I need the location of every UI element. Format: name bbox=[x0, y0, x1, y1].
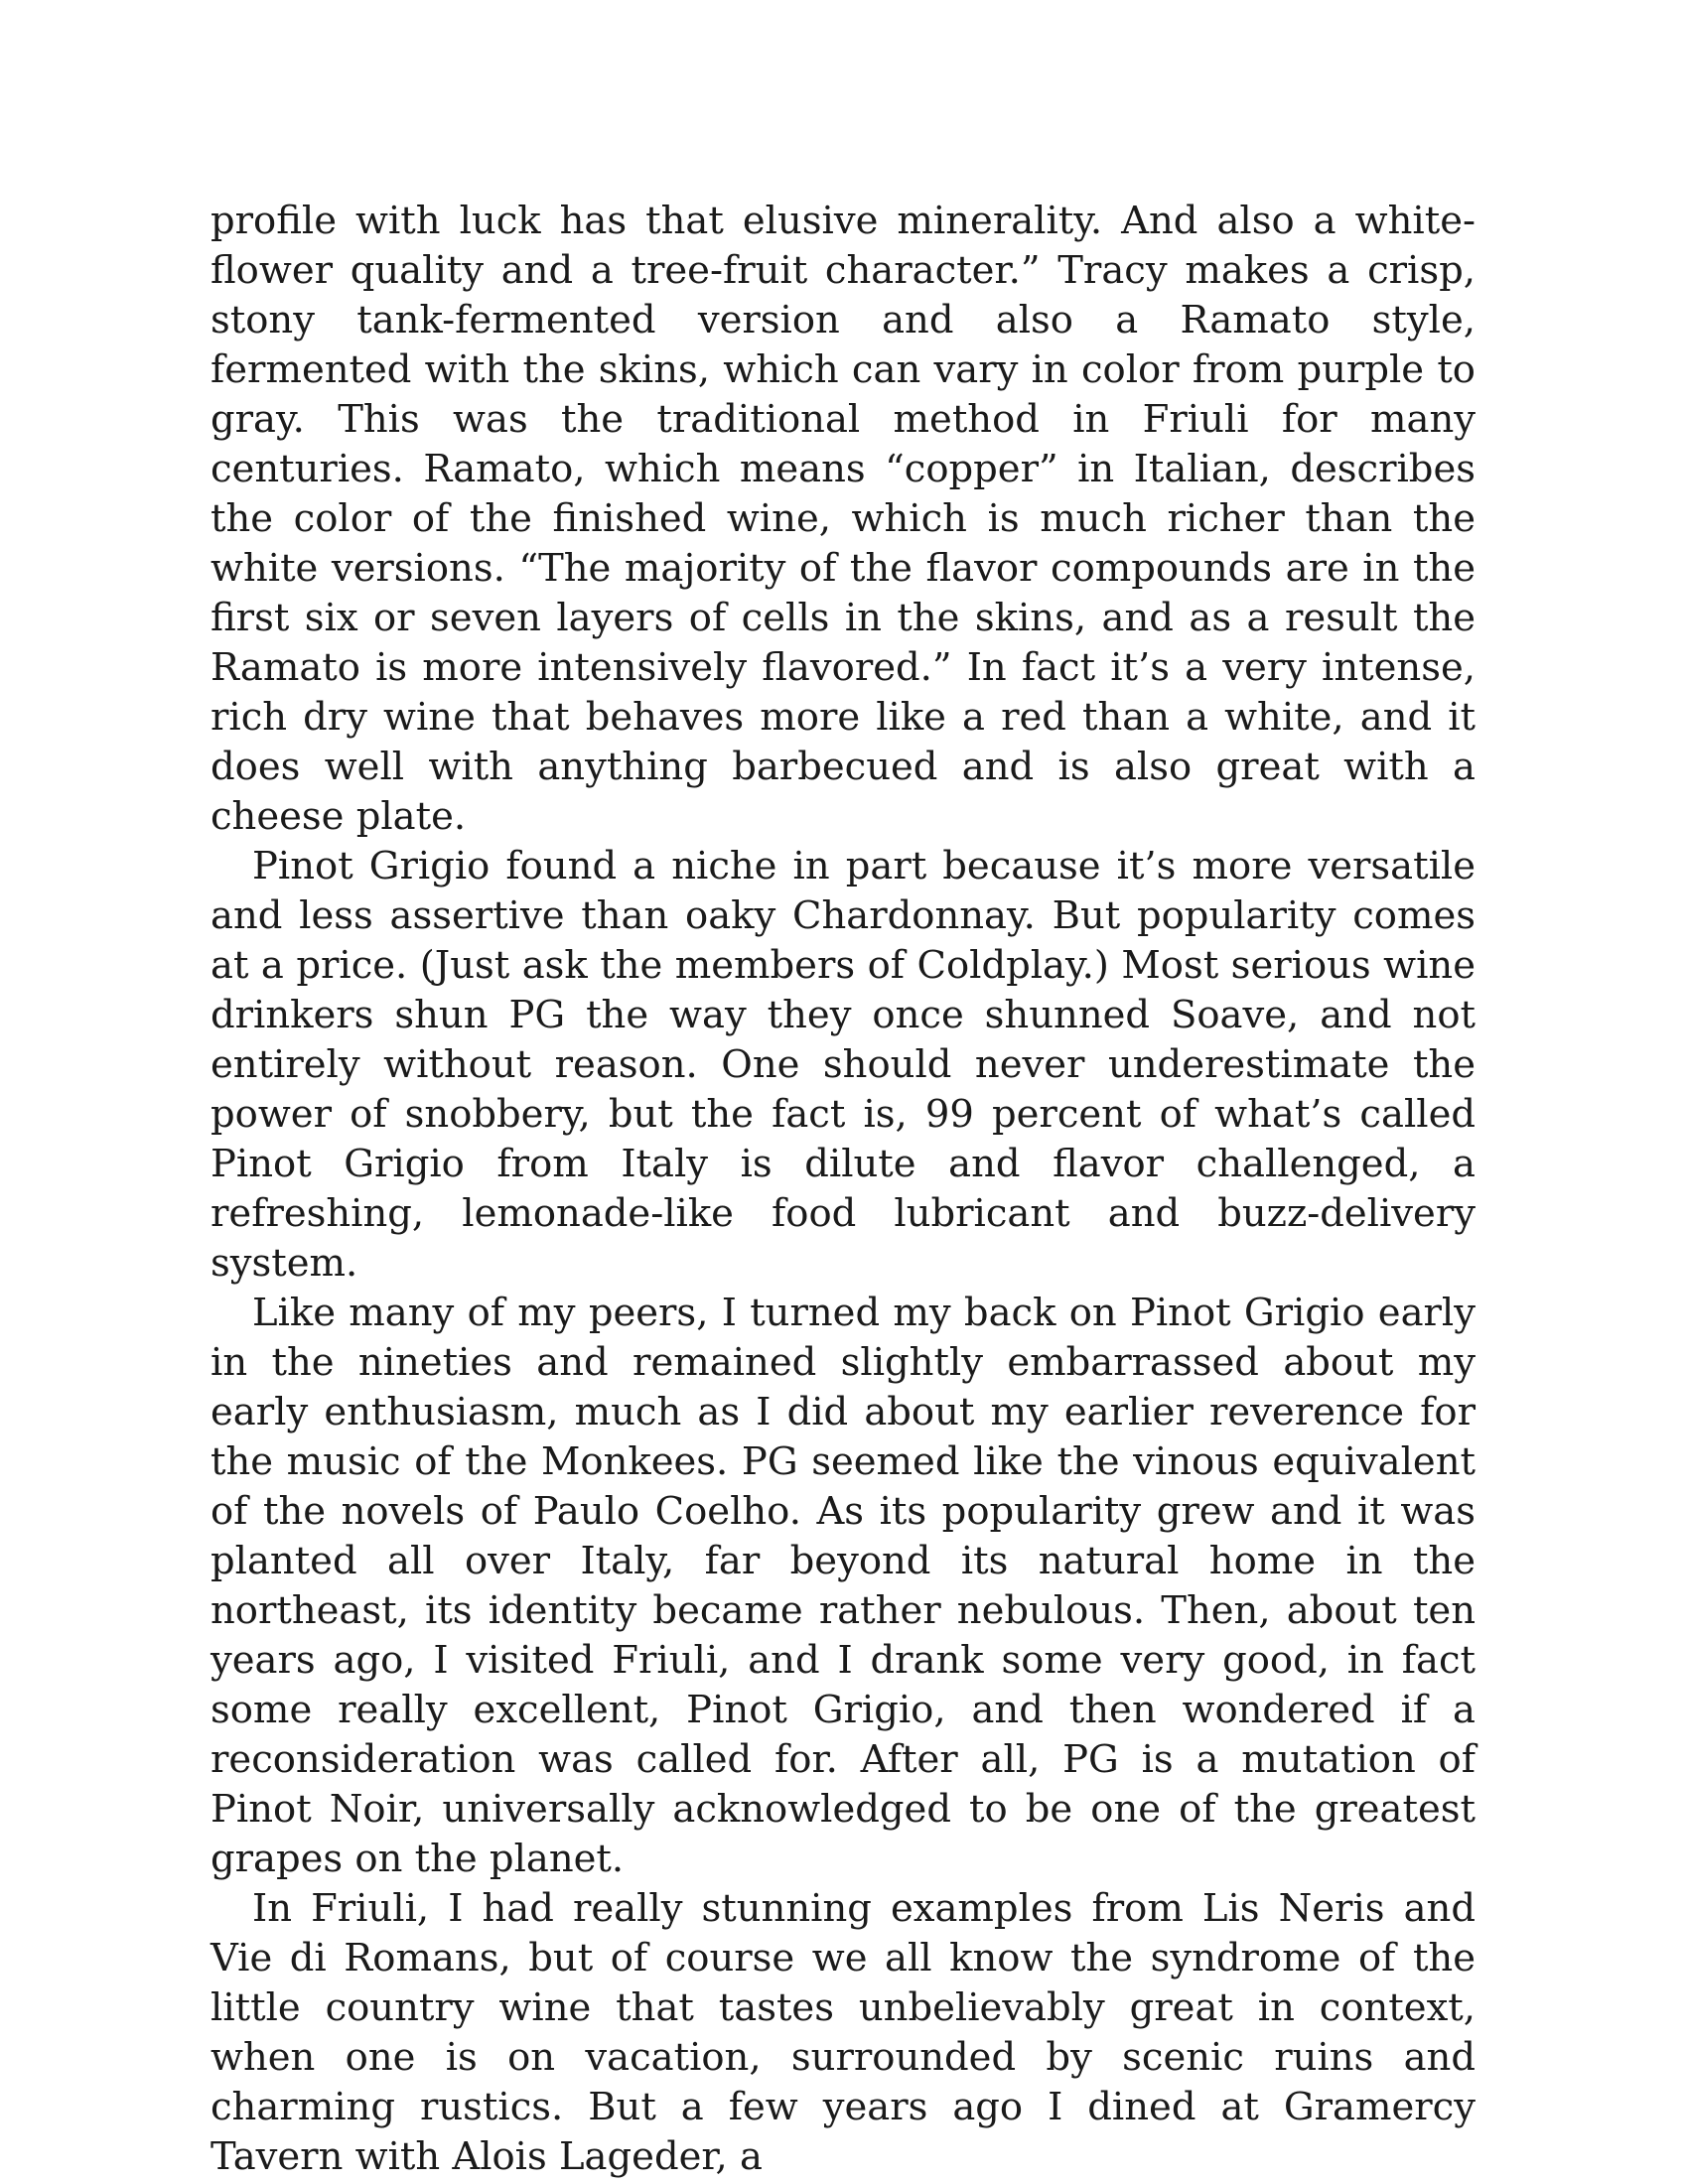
paragraph-2: Pinot Grigio found a niche in part because it’s more versatile and less assertive than oaky Chardonnay. But popularity comes at a price. (Just ask the members of Coldplay.) Most serious wine drinkers shun PG the way they once shunned Soave, and not entirely without reason. One should never underestimate the power of snobbery, but the fact is, 99 percent of what’s called Pinot Grigio from Italy is dilute and flavor challenged, a refreshing, lemonade-like food lubricant and buzz-delivery system. bbox=[211, 844, 1476, 1286]
paragraph-4: In Friuli, I had really stunning examples from Lis Neris and Vie di Romans, but of course we all know the syndrome of the little country wine that tastes unbelievably great in context, when one is on vacation, surrounded by scenic ruins and charming rustics. But a few years ago I dined at Gramercy Tavern with Alois Lageder, a bbox=[211, 1886, 1476, 2179]
paragraph-1: profile with luck has that elusive minerality. And also a white-flower quality and a tree-fruit character.” Tracy makes a crisp, stony tank-fermented version and also a Ramato style, fermented with the skins, which can vary in color from purple to gray. This was the traditional method in Friuli for many centuries. Ramato, which means “copper” in Italian, describes the color of the finished wine, which is much richer than the white versions. “The majority of the flavor compounds are in the first six or seven layers of cells in the skins, and as a result the Ramato is more intensively flavored.” In fact it’s a very intense, rich dry wine that behaves more like a red than a white, and it does well with anything barbecued and is also great with a cheese plate. bbox=[211, 199, 1476, 839]
page-body bbox=[211, 197, 1476, 2182]
paragraph-3: Like many of my peers, I turned my back on Pinot Grigio early in the nineties and remained slightly embarrassed about my early enthusiasm, much as I did about my earlier reverence for the music of the Monkees. PG seemed like the vinous equivalent of the novels of Paulo Coelho. As its popularity grew and it was planted all over Italy, far beyond its natural home in the northeast, its identity became rather nebulous. Then, about ten years ago, I visited Friuli, and I drank some very good, in fact some really excellent, Pinot Grigio, and then wondered if a reconsideration was called for. After all, PG is a mutation of Pinot Noir, universally acknowledged to be one of the greatest grapes on the planet. bbox=[211, 1291, 1476, 1881]
